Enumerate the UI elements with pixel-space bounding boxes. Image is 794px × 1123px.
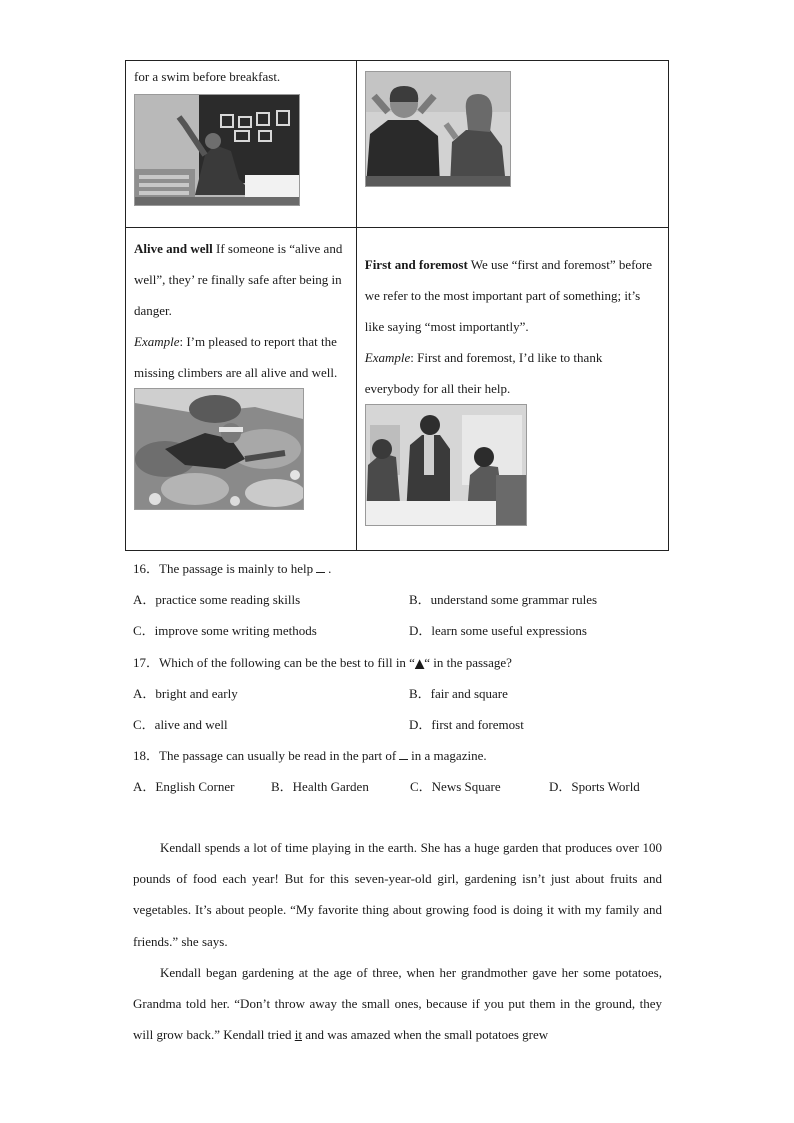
table-row	[126, 228, 669, 551]
question-stem-end: .	[328, 561, 332, 576]
option-a: A．English Corner	[133, 779, 235, 795]
options-row	[133, 709, 673, 740]
example-text: : First and foremost, I’d like to thank everybody for all their help.	[364, 350, 603, 396]
blank-triangle-icon: ▲	[414, 655, 425, 670]
question-stem-end: “ in the passage?	[424, 654, 512, 670]
option-a: A．bright and early	[133, 685, 238, 701]
photo-climbers	[134, 388, 304, 510]
question-18	[133, 740, 673, 771]
term-heading: Alive and well	[134, 241, 213, 256]
answer-blank	[399, 747, 408, 760]
option-c: C．News Square	[410, 779, 501, 795]
example-label: Example	[134, 334, 180, 349]
paragraph-text: Kendall began gardening at the age of three, when her grandmother gave her some potatoes, Grandma told her. “Don’t throw away the small ones, because if you put them in the ground, they will grow back.” Kendall tried	[133, 964, 662, 1043]
question-stem: 17．Which of the following can be the best to fill in “	[133, 654, 415, 670]
option-a: A．practice some reading skills	[133, 592, 301, 608]
term-definition: If someone is “alive and well”, they’ re finally safe after being in danger.	[134, 241, 343, 318]
options-row	[133, 584, 673, 615]
first-and-foremost-entry	[365, 249, 660, 404]
question-stem: 16．The passage is mainly to help	[133, 561, 314, 576]
answer-blank	[316, 560, 325, 573]
table-cell	[126, 228, 357, 551]
table-row	[126, 61, 669, 228]
table-cell	[126, 61, 357, 228]
example-text: : I’m pleased to report that the missing climbers are all alive and well.	[134, 334, 338, 380]
paragraph-text: and was amazed when the small potatoes grew	[301, 1027, 549, 1043]
question-stem-end: in a magazine.	[411, 748, 487, 764]
table-cell	[356, 228, 668, 551]
expressions-table	[125, 60, 669, 551]
option-d: D．learn some useful expressions	[409, 623, 587, 639]
option-b: B．fair and square	[409, 685, 508, 701]
option-c: C．improve some writing methods	[133, 623, 317, 639]
example-label: Example	[364, 350, 411, 365]
question-16	[133, 553, 673, 584]
options-row	[133, 615, 673, 646]
term-heading: First and foremost	[364, 257, 468, 272]
underlined-word: it	[294, 1027, 302, 1043]
paragraph	[133, 957, 662, 1051]
photo-meeting	[365, 404, 527, 526]
options-row	[133, 678, 673, 709]
option-d: D．first and foremost	[409, 716, 524, 732]
question-stem: 18．The passage can usually be read in the part of	[133, 748, 397, 764]
table-cell	[356, 61, 668, 228]
photo-two-people	[365, 71, 511, 187]
reading-passage	[133, 832, 662, 1050]
option-b: B．understand some grammar rules	[409, 592, 598, 608]
questions-section	[133, 553, 673, 803]
options-row	[133, 771, 673, 802]
alive-and-well-entry	[134, 233, 348, 388]
term-definition: We use “first and foremost” before we refer to the most important part of something; it’s like saying “most importantly”.	[364, 257, 653, 334]
question-17	[133, 647, 673, 678]
option-b: B．Health Garden	[271, 779, 369, 795]
photo-person-stretching	[134, 94, 300, 206]
option-d: D．Sports World	[549, 779, 640, 795]
cell-text: for a swim before breakfast.	[134, 69, 281, 84]
option-c: C．alive and well	[133, 716, 228, 732]
paragraph: Kendall spends a lot of time playing in the earth. She has a huge garden that produces over 100 pounds of food each year! But for this seven-year-old girl, gardening isn’t just about fruits and vegetables. It’s about people. “My favorite thing about growing food is doing it with my family and friends.” she says.	[133, 840, 662, 949]
